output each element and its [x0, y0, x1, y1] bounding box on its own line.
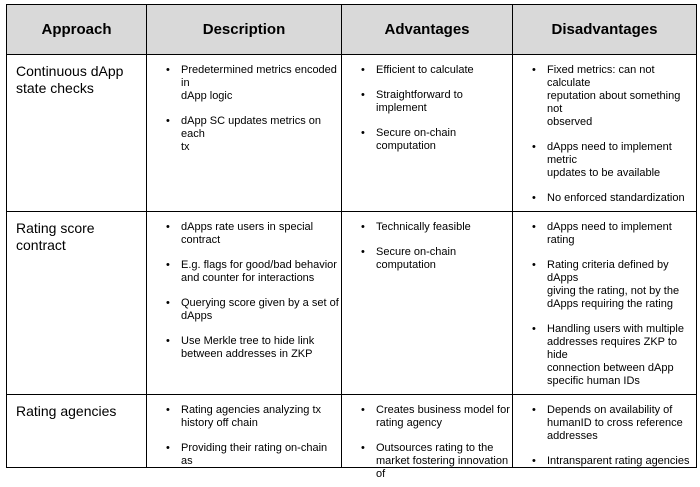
approach-label: Rating score contract	[16, 220, 95, 253]
disadvantages-cell	[513, 55, 697, 212]
disadvantages-cell	[513, 395, 697, 468]
list-item: • Use Merkle tree to hide link between addresses in ZKP	[166, 335, 339, 361]
table-row	[7, 395, 697, 468]
list-item: • No enforced standardization	[532, 192, 694, 205]
list-item: • Fixed metrics: can not calculate reputation about something not observed	[532, 64, 694, 129]
approach-cell	[7, 395, 147, 468]
list-item: • Secure on-chain computation	[361, 246, 510, 272]
list-item: • dApps need to implement metric updates to be available	[532, 141, 694, 180]
description-list	[147, 55, 341, 160]
list-item: • Technically feasible	[361, 221, 510, 234]
list-item: • Handling users with multiple addresses requires ZKP to hide connection between dApp specific human IDs	[532, 323, 694, 388]
list-item: • Providing their rating on-chain as	[166, 442, 339, 468]
approach-label: Rating agencies	[16, 403, 117, 419]
list-item: • Rating criteria defined by dApps giving the rating, not by the dApps requiring the rating	[532, 259, 694, 311]
advantages-list	[342, 55, 512, 159]
disadvantages-list	[513, 55, 696, 211]
list-item: • dApps need to implement rating	[532, 221, 694, 247]
disadvantages-list	[513, 395, 696, 474]
advantages-list	[342, 395, 512, 487]
description-cell	[147, 212, 342, 395]
advantages-list	[342, 212, 512, 278]
header-description: Description	[147, 5, 342, 55]
header-advantages: Advantages	[342, 5, 513, 55]
advantages-cell	[342, 212, 513, 395]
list-item: • Outsources rating to the market fostering innovation of	[361, 442, 510, 481]
list-item: • Straightforward to implement	[361, 89, 510, 115]
list-item: • dApps rate users in special contract	[166, 221, 339, 247]
list-item: • Efficient to calculate	[361, 64, 510, 77]
disadvantages-cell	[513, 212, 697, 395]
description-list	[147, 395, 341, 474]
approach-cell	[7, 212, 147, 395]
header-row	[7, 5, 697, 55]
list-item: • Secure on-chain computation	[361, 127, 510, 153]
list-item: • dApp SC updates metrics on each tx	[166, 115, 339, 154]
list-item: • Rating agencies analyzing tx history off chain	[166, 404, 339, 430]
table-row	[7, 55, 697, 212]
comparison-table	[6, 4, 697, 480]
header-disadvantages: Disadvantages	[513, 5, 697, 55]
approach-cell	[7, 55, 147, 212]
disadvantages-list	[513, 212, 696, 394]
approach-label: Continuous dApp state checks	[16, 63, 124, 96]
list-item: • E.g. flags for good/bad behavior and counter for interactions	[166, 259, 339, 285]
list-item: • Depends on availability of humanID to cross reference addresses	[532, 404, 694, 443]
advantages-cell	[342, 395, 513, 480]
list-item: • Creates business model for rating agency	[361, 404, 510, 430]
advantages-cell	[342, 55, 513, 212]
list-item: • Predetermined metrics encoded in dApp logic	[166, 64, 339, 103]
description-cell	[147, 55, 342, 212]
table-row	[7, 212, 697, 395]
list-item: • Intransparent rating agencies	[532, 455, 694, 468]
description-list	[147, 212, 341, 367]
list-item: • Querying score given by a set of dApps	[166, 297, 339, 323]
description-cell	[147, 395, 342, 468]
header-approach: Approach	[7, 5, 147, 55]
